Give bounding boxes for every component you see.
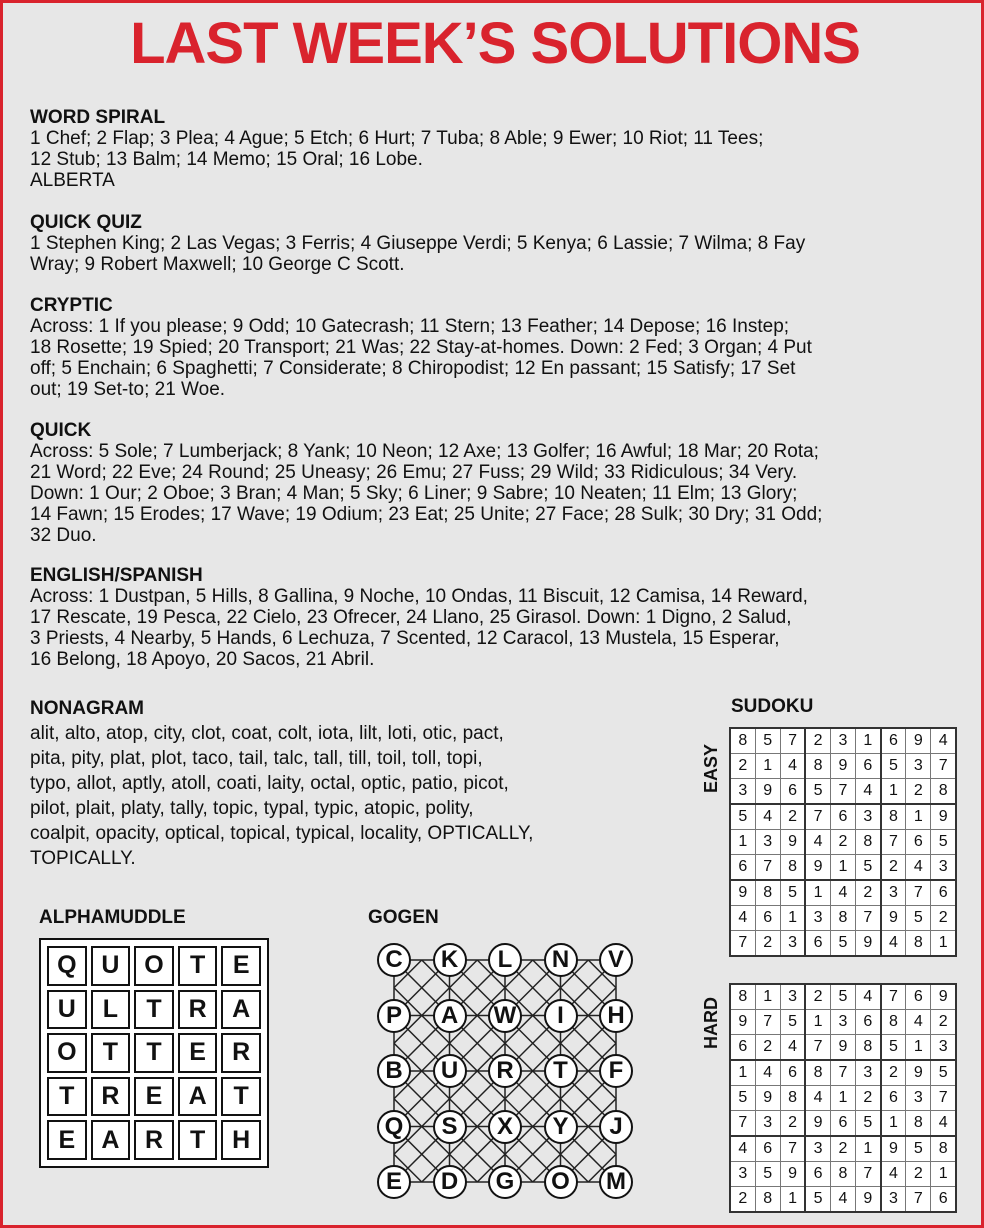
alphamuddle-cell: H [221,1120,261,1160]
sudoku-easy-cell: 4 [881,931,906,957]
sudoku-easy-cell: 5 [730,804,755,830]
quick-line: Down: 1 Our; 2 Oboe; 3 Bran; 4 Man; 5 Sky; 6 Liner; 9 Sabre; 10 Neaten; 11 Elm; 13 Glory; [30,483,798,504]
sudoku-easy-cell: 5 [931,830,956,855]
nonagram-line: pita, pity, plat, plot, taco, tail, talc, tall, till, toil, toll, topi, [30,748,483,769]
sudoku-hard-cell: 7 [805,1035,830,1061]
gogen-letter: L [488,943,522,977]
word-spiral-line: ALBERTA [30,170,115,191]
alphamuddle-cell: R [178,990,218,1030]
nonagram-heading: NONAGRAM [30,698,144,719]
sudoku-hard-cell: 4 [931,1111,956,1137]
sudoku-hard-cell: 8 [805,1060,830,1086]
gogen-letter: W [488,999,522,1033]
sudoku-hard-cell: 3 [830,1010,855,1035]
sudoku-hard-cell: 1 [805,1010,830,1035]
sudoku-easy-cell: 9 [780,830,805,855]
sudoku-hard-cell: 4 [906,1010,931,1035]
sudoku-hard-cell: 2 [730,1187,755,1213]
alphamuddle-cell: T [47,1077,87,1117]
sudoku-hard-grid [729,983,957,1211]
english-spanish-line: 16 Belong, 18 Apoyo, 20 Sacos, 21 Abril. [30,649,375,670]
sudoku-easy-cell: 3 [931,855,956,881]
sudoku-hard-cell: 4 [780,1035,805,1061]
sudoku-hard-cell: 2 [830,1136,855,1162]
word-spiral-section [30,107,960,191]
sudoku-easy-cell: 2 [805,728,830,754]
sudoku-hard-cell: 5 [730,1086,755,1111]
sudoku-easy-cell: 5 [755,728,780,754]
sudoku-easy-cell: 7 [830,779,855,805]
sudoku-easy-cell: 7 [730,931,755,957]
gogen-letter: R [488,1054,522,1088]
cryptic-heading: CRYPTIC [30,295,113,316]
quick-quiz-line: 1 Stephen King; 2 Las Vegas; 3 Ferris; 4 Giuseppe Verdi; 5 Kenya; 6 Lassie; 7 Wilma; 8 Fay [30,233,806,254]
sudoku-hard-cell: 9 [830,1035,855,1061]
sudoku-easy-cell: 3 [805,906,830,931]
alphamuddle-cell: T [134,1033,174,1073]
sudoku-easy-cell: 9 [931,804,956,830]
sudoku-easy-cell: 4 [931,728,956,754]
sudoku-hard-cell: 4 [830,1187,855,1213]
sudoku-easy-cell: 7 [780,728,805,754]
alphamuddle-cell: A [91,1120,131,1160]
sudoku-easy-cell: 9 [805,855,830,881]
sudoku-hard-cell: 7 [931,1086,956,1111]
sudoku-easy-cell: 6 [931,880,956,906]
sudoku-hard-cell: 3 [931,1035,956,1061]
sudoku-hard-cell: 1 [755,984,780,1010]
sudoku-easy-cell: 1 [856,728,881,754]
sudoku-easy-cell: 7 [881,830,906,855]
quick-line: Across: 5 Sole; 7 Lumberjack; 8 Yank; 10 Neon; 12 Axe; 13 Golfer; 16 Awful; 18 Mar; 20 Rota; [30,441,819,462]
gogen-letter: V [599,943,633,977]
sudoku-easy-cell: 6 [830,804,855,830]
sudoku-easy-cell: 5 [856,855,881,881]
sudoku-hard-cell: 3 [906,1086,931,1111]
gogen-letter: J [599,1110,633,1144]
sudoku-easy-cell: 1 [881,779,906,805]
quick-line: 21 Word; 22 Eve; 24 Round; 25 Uneasy; 26 Emu; 27 Fuss; 29 Wild; 33 Ridiculous; 34 Very. [30,462,798,483]
sudoku-easy-cell: 9 [906,728,931,754]
sudoku-easy-grid [729,727,957,955]
gogen-letter: Q [377,1110,411,1144]
sudoku-easy-cell: 8 [856,830,881,855]
alphamuddle-cell: O [47,1033,87,1073]
sudoku-easy-cell: 6 [755,906,780,931]
sudoku-easy-cell: 2 [730,754,755,779]
sudoku-easy-cell: 2 [881,855,906,881]
sudoku-hard-cell: 6 [906,984,931,1010]
sudoku-easy-cell: 5 [906,906,931,931]
sudoku-hard-cell: 4 [805,1086,830,1111]
sudoku-hard-cell: 2 [906,1162,931,1187]
sudoku-easy-cell: 1 [931,931,956,957]
gogen-letter: F [599,1054,633,1088]
sudoku-easy-cell: 2 [830,830,855,855]
sudoku-hard-cell: 2 [780,1111,805,1137]
sudoku-easy-cell: 2 [906,779,931,805]
sudoku-hard-cell: 7 [755,1010,780,1035]
sudoku-hard-cell: 1 [830,1086,855,1111]
sudoku-hard-cell: 5 [881,1035,906,1061]
sudoku-easy-cell: 3 [881,880,906,906]
gogen-letter: M [599,1165,633,1199]
alphamuddle-cell: O [134,946,174,986]
sudoku-easy-cell: 6 [906,830,931,855]
sudoku-hard-cell: 3 [755,1111,780,1137]
sudoku-hard-cell: 8 [881,1010,906,1035]
nonagram-line: coalpit, opacity, optical, topical, typical, locality, OPTICALLY, [30,823,534,844]
sudoku-hard-cell: 5 [780,1010,805,1035]
sudoku-easy-cell: 8 [805,754,830,779]
sudoku-easy-cell: 5 [881,754,906,779]
sudoku-hard-cell: 8 [830,1162,855,1187]
sudoku-hard-cell: 9 [856,1187,881,1213]
quick-line: 14 Fawn; 15 Erodes; 17 Wave; 19 Odium; 23 Eat; 25 Unite; 27 Face; 28 Sulk; 30 Dry; 31 Odd; [30,504,823,525]
gogen-letter: N [544,943,578,977]
sudoku-easy-cell: 6 [856,754,881,779]
word-spiral-line: 1 Chef; 2 Flap; 3 Plea; 4 Ague; 5 Etch; 6 Hurt; 7 Tuba; 8 Able; 9 Ewer; 10 Riot; 11 Tees; [30,128,764,149]
sudoku-hard-cell: 6 [780,1060,805,1086]
sudoku-heading: SUDOKU [731,696,814,717]
gogen-letter: H [599,999,633,1033]
alphamuddle-cell: A [178,1077,218,1117]
alphamuddle-cell: R [134,1120,174,1160]
gogen-letter: S [433,1110,467,1144]
alphamuddle-cell: A [221,990,261,1030]
sudoku-easy-cell: 4 [780,754,805,779]
nonagram-line: pilot, plait, platy, tally, topic, typal, typic, atopic, polity, [30,798,474,819]
sudoku-easy-cell: 8 [755,880,780,906]
cryptic-line: out; 19 Set-to; 21 Woe. [30,379,226,400]
sudoku-easy-cell: 8 [780,855,805,881]
sudoku-hard-cell: 9 [780,1162,805,1187]
sudoku-hard-cell: 9 [755,1086,780,1111]
sudoku-easy-cell: 7 [805,804,830,830]
sudoku-hard-cell: 6 [856,1010,881,1035]
quick-quiz-line: Wray; 9 Robert Maxwell; 10 George C Scott. [30,254,405,275]
sudoku-hard-cell: 4 [881,1162,906,1187]
sudoku-easy-cell: 8 [730,728,755,754]
sudoku-easy-cell: 2 [931,906,956,931]
gogen-letter: C [377,943,411,977]
nonagram-line: alit, alto, atop, city, clot, coat, colt, iota, lilt, loti, otic, pact, [30,723,504,744]
sudoku-easy-cell: 2 [856,880,881,906]
sudoku-hard-cell: 3 [780,984,805,1010]
sudoku-hard-cell: 6 [881,1086,906,1111]
sudoku-easy-cell: 9 [730,880,755,906]
sudoku-hard-cell: 2 [755,1035,780,1061]
quick-heading: QUICK [30,420,92,441]
alphamuddle-cell: E [178,1033,218,1073]
sudoku-hard-cell: 7 [780,1136,805,1162]
sudoku-easy-cell: 2 [755,931,780,957]
sudoku-easy-cell: 4 [755,804,780,830]
alphamuddle-grid [39,938,269,1168]
sudoku-hard-cell: 5 [931,1060,956,1086]
sudoku-easy-cell: 3 [755,830,780,855]
sudoku-easy-cell: 8 [881,804,906,830]
sudoku-easy-label: EASY [701,743,721,793]
gogen-letter: Y [544,1110,578,1144]
english-spanish-line: Across: 1 Dustpan, 5 Hills, 8 Gallina, 9 Noche, 10 Ondas, 11 Biscuit, 12 Camisa, 14 Reward, [30,586,808,607]
sudoku-hard-cell: 1 [906,1035,931,1061]
sudoku-hard-cell: 4 [856,984,881,1010]
sudoku-easy-cell: 7 [755,855,780,881]
quick-quiz-heading: QUICK QUIZ [30,212,142,233]
sudoku-easy-cell: 7 [931,754,956,779]
sudoku-hard-cell: 6 [830,1111,855,1137]
sudoku-easy-cell: 3 [856,804,881,830]
sudoku-hard-cell: 8 [906,1111,931,1137]
cryptic-section [30,295,960,400]
sudoku-hard-cell: 2 [805,984,830,1010]
sudoku-hard-cell: 2 [931,1010,956,1035]
sudoku-hard-cell: 4 [730,1136,755,1162]
quick-line: 32 Duo. [30,525,97,546]
sudoku-easy-cell: 7 [906,880,931,906]
english-spanish-heading: ENGLISH/SPANISH [30,565,203,586]
sudoku-hard-cell: 7 [906,1187,931,1213]
alphamuddle-cell: U [91,946,131,986]
sudoku-hard-cell: 9 [881,1136,906,1162]
sudoku-easy-cell: 4 [856,779,881,805]
alphamuddle-cell: E [134,1077,174,1117]
alphamuddle-cell: E [47,1120,87,1160]
sudoku-easy-cell: 3 [906,754,931,779]
sudoku-hard-cell: 7 [881,984,906,1010]
english-spanish-line: 17 Rescate, 19 Pesca, 22 Cielo, 23 Ofrecer, 24 Llano, 25 Girasol. Down: 1 Digno, 2 Salud, [30,607,792,628]
sudoku-easy-cell: 5 [830,931,855,957]
sudoku-easy-cell: 4 [906,855,931,881]
sudoku-hard-cell: 8 [780,1086,805,1111]
sudoku-hard-cell: 6 [805,1162,830,1187]
alphamuddle-cell: T [178,1120,218,1160]
word-spiral-heading: WORD SPIRAL [30,107,166,128]
gogen-heading: GOGEN [368,907,439,928]
gogen-letter: P [377,999,411,1033]
gogen-letter: A [433,999,467,1033]
page-title: LAST WEEK’S SOLUTIONS [130,11,860,76]
gogen-letter: T [544,1054,578,1088]
sudoku-easy-cell: 9 [881,906,906,931]
sudoku-easy-cell: 2 [780,804,805,830]
sudoku-easy-cell: 6 [730,855,755,881]
sudoku-hard-cell: 5 [906,1136,931,1162]
gogen-letter: E [377,1165,411,1199]
sudoku-hard-cell: 9 [805,1111,830,1137]
sudoku-easy-cell: 4 [805,830,830,855]
sudoku-easy-cell: 7 [856,906,881,931]
sudoku-hard-cell: 5 [830,984,855,1010]
sudoku-easy-cell: 9 [830,754,855,779]
gogen-grid [371,937,641,1219]
sudoku-hard-cell: 7 [730,1111,755,1137]
sudoku-hard-cell: 6 [730,1035,755,1061]
sudoku-hard-cell: 8 [730,984,755,1010]
sudoku-hard-cell: 8 [931,1136,956,1162]
sudoku-easy-cell: 9 [755,779,780,805]
sudoku-easy-cell: 6 [780,779,805,805]
cryptic-line: 18 Rosette; 19 Spied; 20 Transport; 21 Was; 22 Stay-at-homes. Down: 2 Fed; 3 Organ; 4 Put [30,337,812,358]
sudoku-hard-cell: 2 [856,1086,881,1111]
sudoku-hard-cell: 9 [730,1010,755,1035]
cryptic-line: off; 5 Enchain; 6 Spaghetti; 7 Considerate; 8 Chiropodist; 12 En passant; 15 Satisfy; 17 Set [30,358,796,379]
sudoku-hard-cell: 1 [856,1136,881,1162]
gogen-letter: B [377,1054,411,1088]
sudoku-easy-cell: 6 [881,728,906,754]
sudoku-hard-label: HARD [701,997,721,1049]
sudoku-hard-cell: 1 [730,1060,755,1086]
sudoku-hard-cell: 5 [805,1187,830,1213]
alphamuddle-cell: T [178,946,218,986]
sudoku-hard-cell: 4 [755,1060,780,1086]
sudoku-easy-cell: 6 [805,931,830,957]
alphamuddle-cell: R [91,1077,131,1117]
sudoku-easy-cell: 9 [856,931,881,957]
sudoku-hard-cell: 3 [805,1136,830,1162]
sudoku-easy-cell: 8 [830,906,855,931]
alphamuddle-cell: T [134,990,174,1030]
sudoku-easy-cell: 3 [730,779,755,805]
sudoku-easy-cell: 5 [780,880,805,906]
alphamuddle-cell: Q [47,946,87,986]
gogen-letter: U [433,1054,467,1088]
sudoku-hard-cell: 9 [906,1060,931,1086]
sudoku-hard-cell: 3 [856,1060,881,1086]
sudoku-hard-cell: 8 [755,1187,780,1213]
sudoku-hard-cell: 5 [755,1162,780,1187]
gogen-letter: D [433,1165,467,1199]
nonagram-section [30,698,690,871]
alphamuddle-cell: T [221,1077,261,1117]
sudoku-hard-cell: 6 [931,1187,956,1213]
word-spiral-line: 12 Stub; 13 Balm; 14 Memo; 15 Oral; 16 Lobe. [30,149,423,170]
sudoku-hard-cell: 5 [856,1111,881,1137]
gogen-letter: O [544,1165,578,1199]
sudoku-easy-cell: 1 [830,855,855,881]
sudoku-easy-cell: 1 [780,906,805,931]
sudoku-easy-cell: 8 [931,779,956,805]
sudoku-hard-cell: 9 [931,984,956,1010]
sudoku-hard-cell: 1 [780,1187,805,1213]
sudoku-easy-cell: 5 [805,779,830,805]
nonagram-line: TOPICALLY. [30,848,136,869]
sudoku-hard-cell: 1 [881,1111,906,1137]
sudoku-easy-cell: 1 [730,830,755,855]
alphamuddle-heading: ALPHAMUDDLE [39,907,186,928]
english-spanish-section [30,565,960,670]
quick-quiz-section [30,212,960,275]
quick-section [30,420,960,546]
sudoku-easy-cell: 4 [830,880,855,906]
sudoku-hard-cell: 2 [881,1060,906,1086]
alphamuddle-cell: R [221,1033,261,1073]
sudoku-easy-cell: 1 [906,804,931,830]
sudoku-hard-cell: 6 [755,1136,780,1162]
sudoku-hard-cell: 3 [881,1187,906,1213]
sudoku-hard-cell: 8 [856,1035,881,1061]
sudoku-easy-cell: 1 [755,754,780,779]
sudoku-hard-cell: 1 [931,1162,956,1187]
sudoku-hard-cell: 3 [730,1162,755,1187]
alphamuddle-cell: U [47,990,87,1030]
sudoku-hard-cell: 7 [830,1060,855,1086]
gogen-letter: G [488,1165,522,1199]
gogen-letter: X [488,1110,522,1144]
english-spanish-line: 3 Priests, 4 Nearby, 5 Hands, 6 Lechuza, 7 Scented, 12 Caracol, 13 Mustela, 15 Esperar, [30,628,780,649]
sudoku-easy-cell: 3 [780,931,805,957]
nonagram-line: typo, allot, aptly, atoll, coati, laity, octal, optic, patio, picot, [30,773,509,794]
cryptic-line: Across: 1 If you please; 9 Odd; 10 Gatecrash; 11 Stern; 13 Feather; 14 Depose; 16 Instep; [30,316,790,337]
alphamuddle-cell: L [91,990,131,1030]
alphamuddle-cell: T [91,1033,131,1073]
sudoku-easy-cell: 4 [730,906,755,931]
sudoku-easy-cell: 3 [830,728,855,754]
sudoku-hard-cell: 7 [856,1162,881,1187]
sudoku-easy-cell: 1 [805,880,830,906]
gogen-letter: I [544,999,578,1033]
alphamuddle-cell: E [221,946,261,986]
sudoku-easy-cell: 8 [906,931,931,957]
gogen-letter: K [433,943,467,977]
